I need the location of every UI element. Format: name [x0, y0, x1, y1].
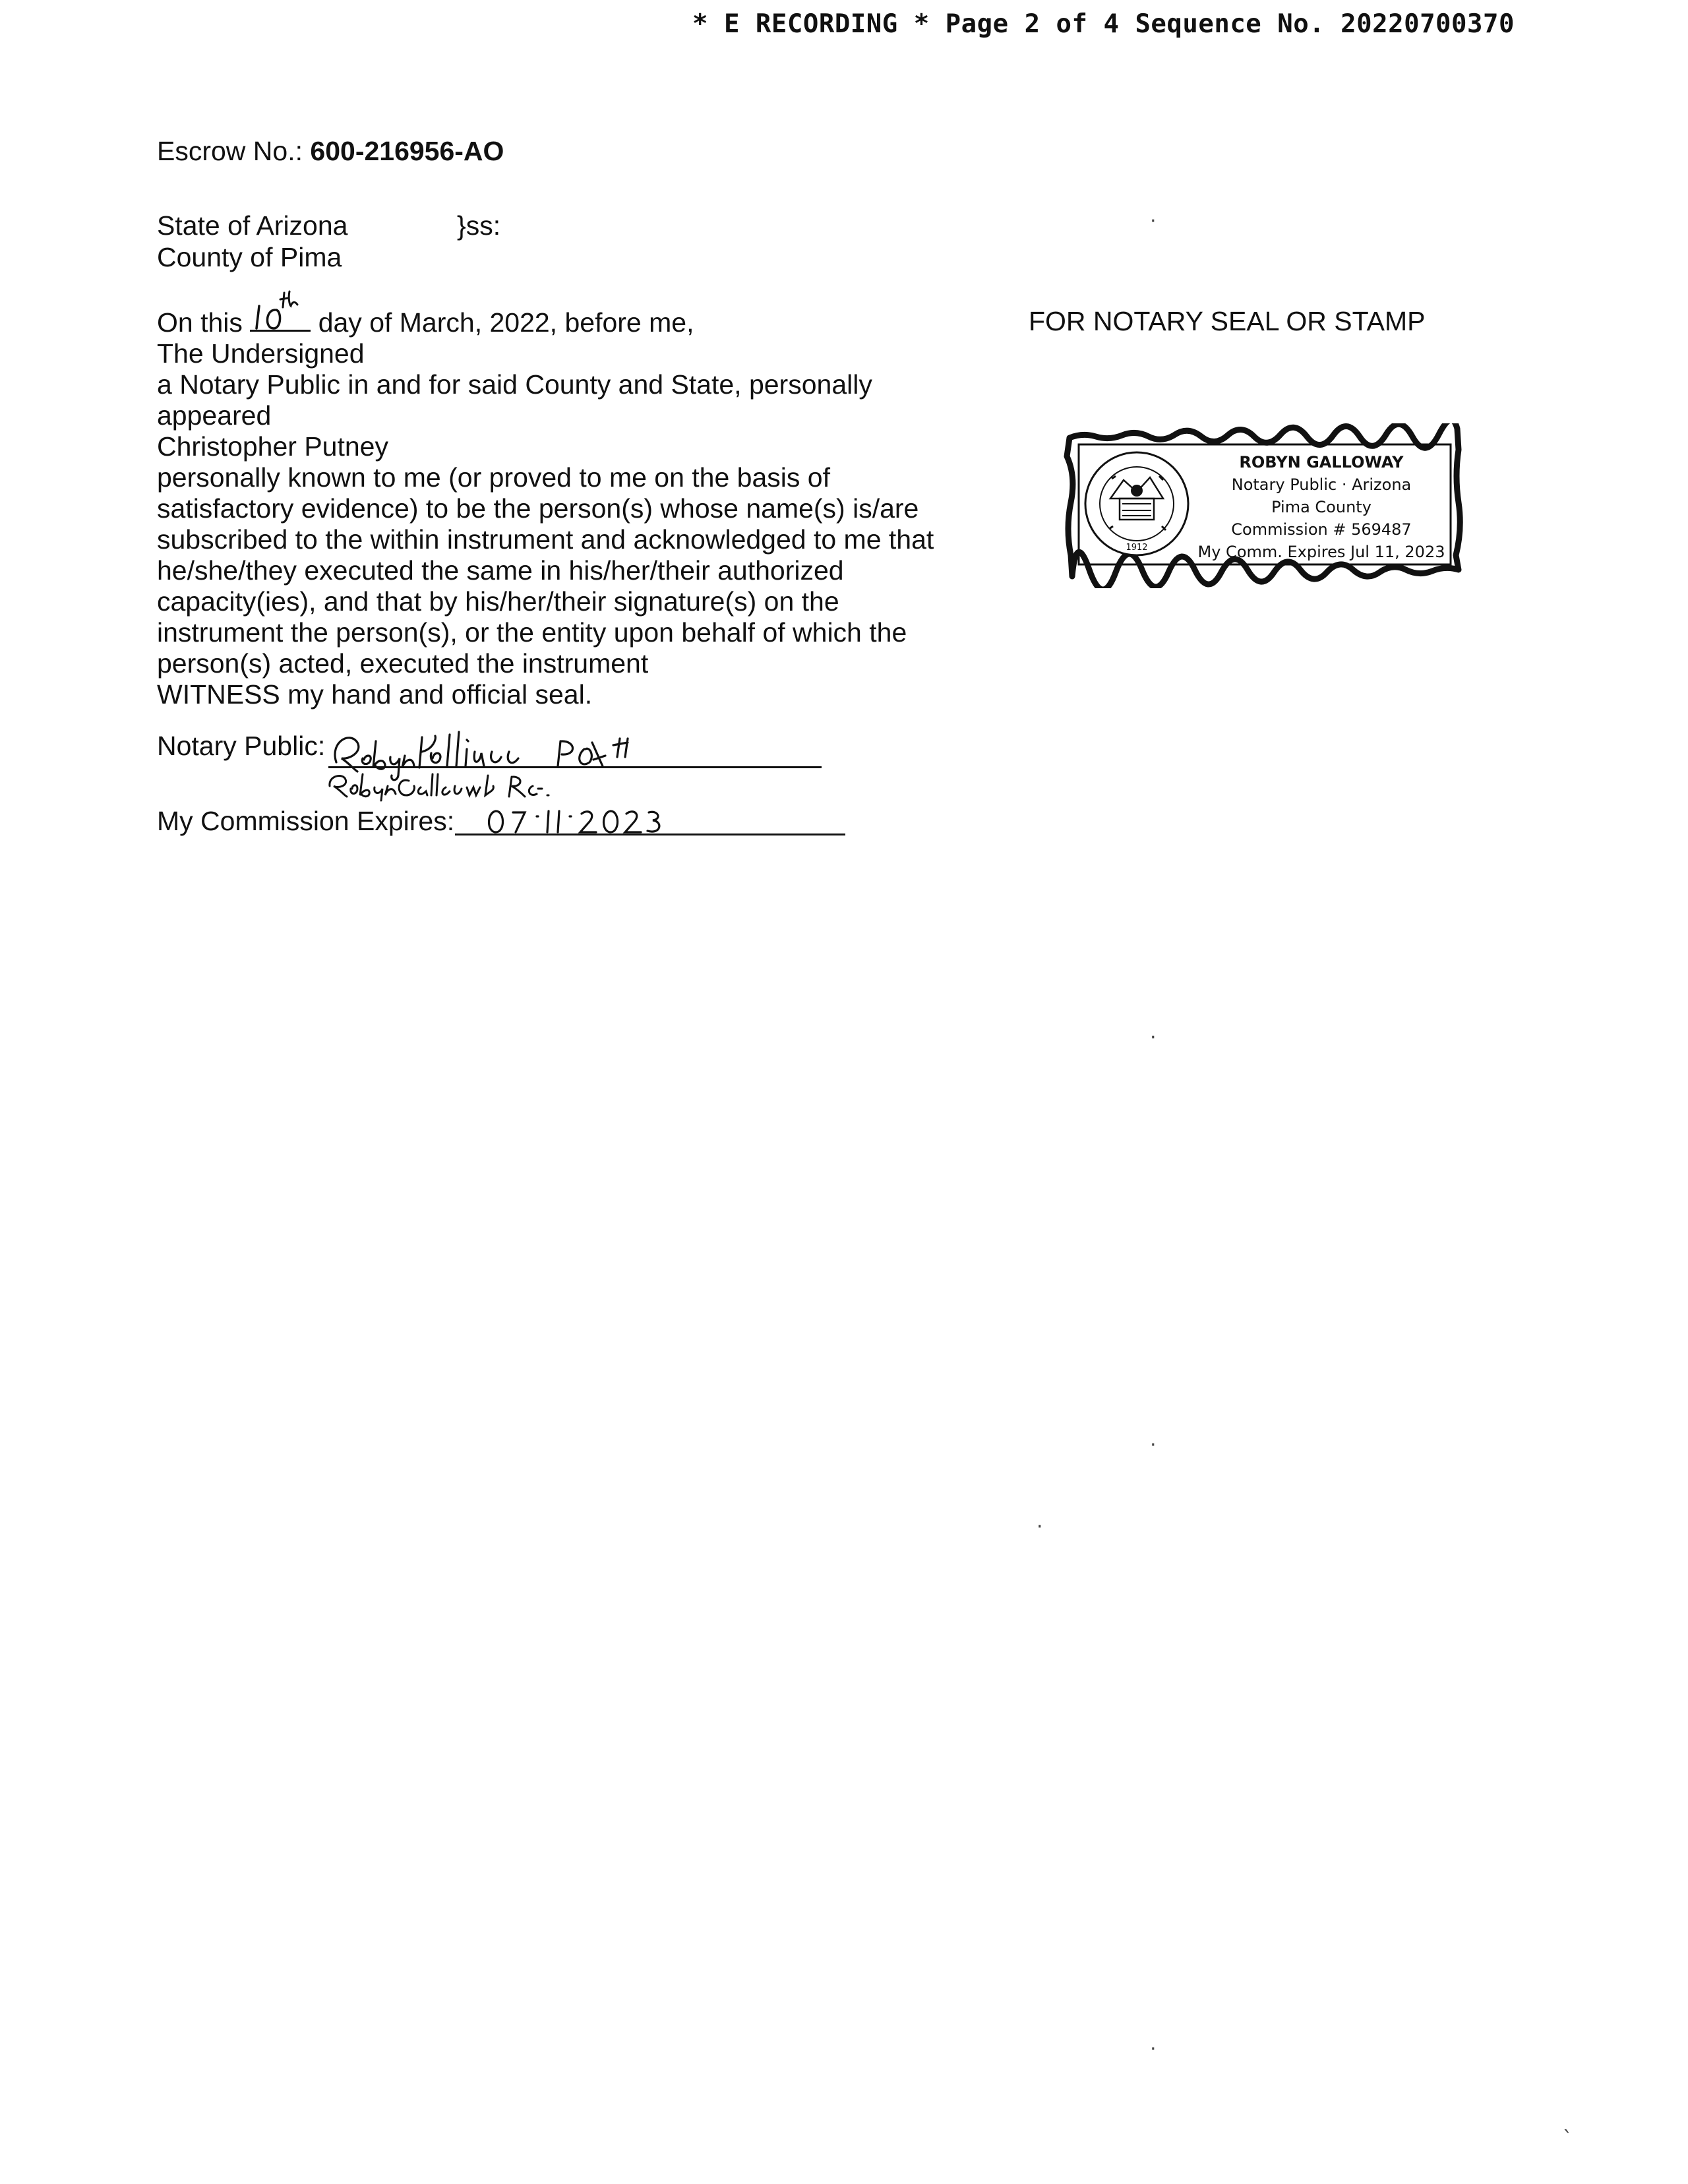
acknowledgment-line: subscribed to the within instrument and acknowledged to me that: [157, 524, 934, 555]
commission-expires-label: My Commission Expires:: [157, 806, 455, 836]
escrow-number: 600-216956-AO: [310, 136, 504, 166]
notary-commission-number: Commission # 569487: [1231, 520, 1412, 539]
scan-speck: `: [1563, 2127, 1573, 2150]
seal-year: 1912: [1126, 543, 1148, 553]
acknowledgment-line: personally known to me (or proved to me on the basis of: [157, 462, 830, 493]
acknowledgment-line: appeared: [157, 400, 272, 431]
on-this-text: On this: [157, 307, 243, 338]
day-handwriting-icon: [250, 288, 316, 334]
signature-block: [157, 731, 325, 762]
acknowledgment-line: capacity(ies), and that by his/her/their signature(s) on the: [157, 586, 839, 617]
stamp-area-caption: FOR NOTARY SEAL OR STAMP: [1029, 306, 1426, 336]
notary-name: ROBYN GALLOWAY: [1239, 453, 1404, 471]
recording-header: * E RECORDING * Page 2 of 4 Sequence No. 20220700370: [692, 9, 1515, 39]
day-handwritten: [250, 305, 311, 332]
scan-speck: ·: [1037, 1515, 1043, 1538]
notary-public-label: Notary Public:: [157, 731, 326, 761]
acknowledgment-line: a Notary Public in and for said County and State, personally: [157, 369, 872, 400]
scan-speck: ·: [1150, 1026, 1157, 1049]
venue-block: [157, 210, 501, 273]
acknowledgment-line: WITNESS my hand and official seal.: [157, 679, 593, 710]
notary-county: Pima County: [1271, 498, 1372, 516]
scan-speck: ·: [1150, 1434, 1157, 1457]
scan-speck: ·: [1150, 210, 1157, 233]
notary-commission-expiry: My Comm. Expires Jul 11, 2023: [1197, 543, 1445, 561]
venue-county: County of Pima: [157, 242, 342, 272]
stamp-text: [1190, 451, 1453, 563]
commission-date-text: 07·11·2023: [485, 802, 489, 803]
commission-date-handwriting-icon: [485, 802, 683, 839]
acknowledgment-first-line: [157, 305, 981, 338]
acknowledgment-line: The Undersigned: [157, 338, 365, 369]
escrow-line: [157, 136, 504, 167]
first-line-rest: day of March, 2022, before me,: [318, 307, 694, 338]
venue-ss: }ss:: [457, 210, 501, 241]
commission-expires-block: [157, 806, 454, 837]
acknowledgment-line: satisfactory evidence) to be the person(s) whose name(s) is/are: [157, 493, 919, 524]
escrow-label: Escrow No.:: [157, 136, 303, 166]
acknowledgment-line: he/she/they executed the same in his/her/their authorized: [157, 555, 844, 586]
acknowledgment-line: person(s) acted, executed the instrument: [157, 648, 649, 679]
notary-stamp: [1063, 423, 1465, 588]
notary-signature-icon: [323, 723, 692, 802]
acknowledgment-line: instrument the person(s), or the entity upon behalf of which the: [157, 617, 907, 648]
venue-state: State of Arizona: [157, 210, 348, 241]
notary-title: Notary Public · Arizona: [1231, 475, 1412, 494]
scan-speck: ·: [1150, 2038, 1157, 2061]
acknowledgment-text: [157, 305, 981, 710]
acknowledgment-line: Christopher Putney: [157, 431, 388, 462]
